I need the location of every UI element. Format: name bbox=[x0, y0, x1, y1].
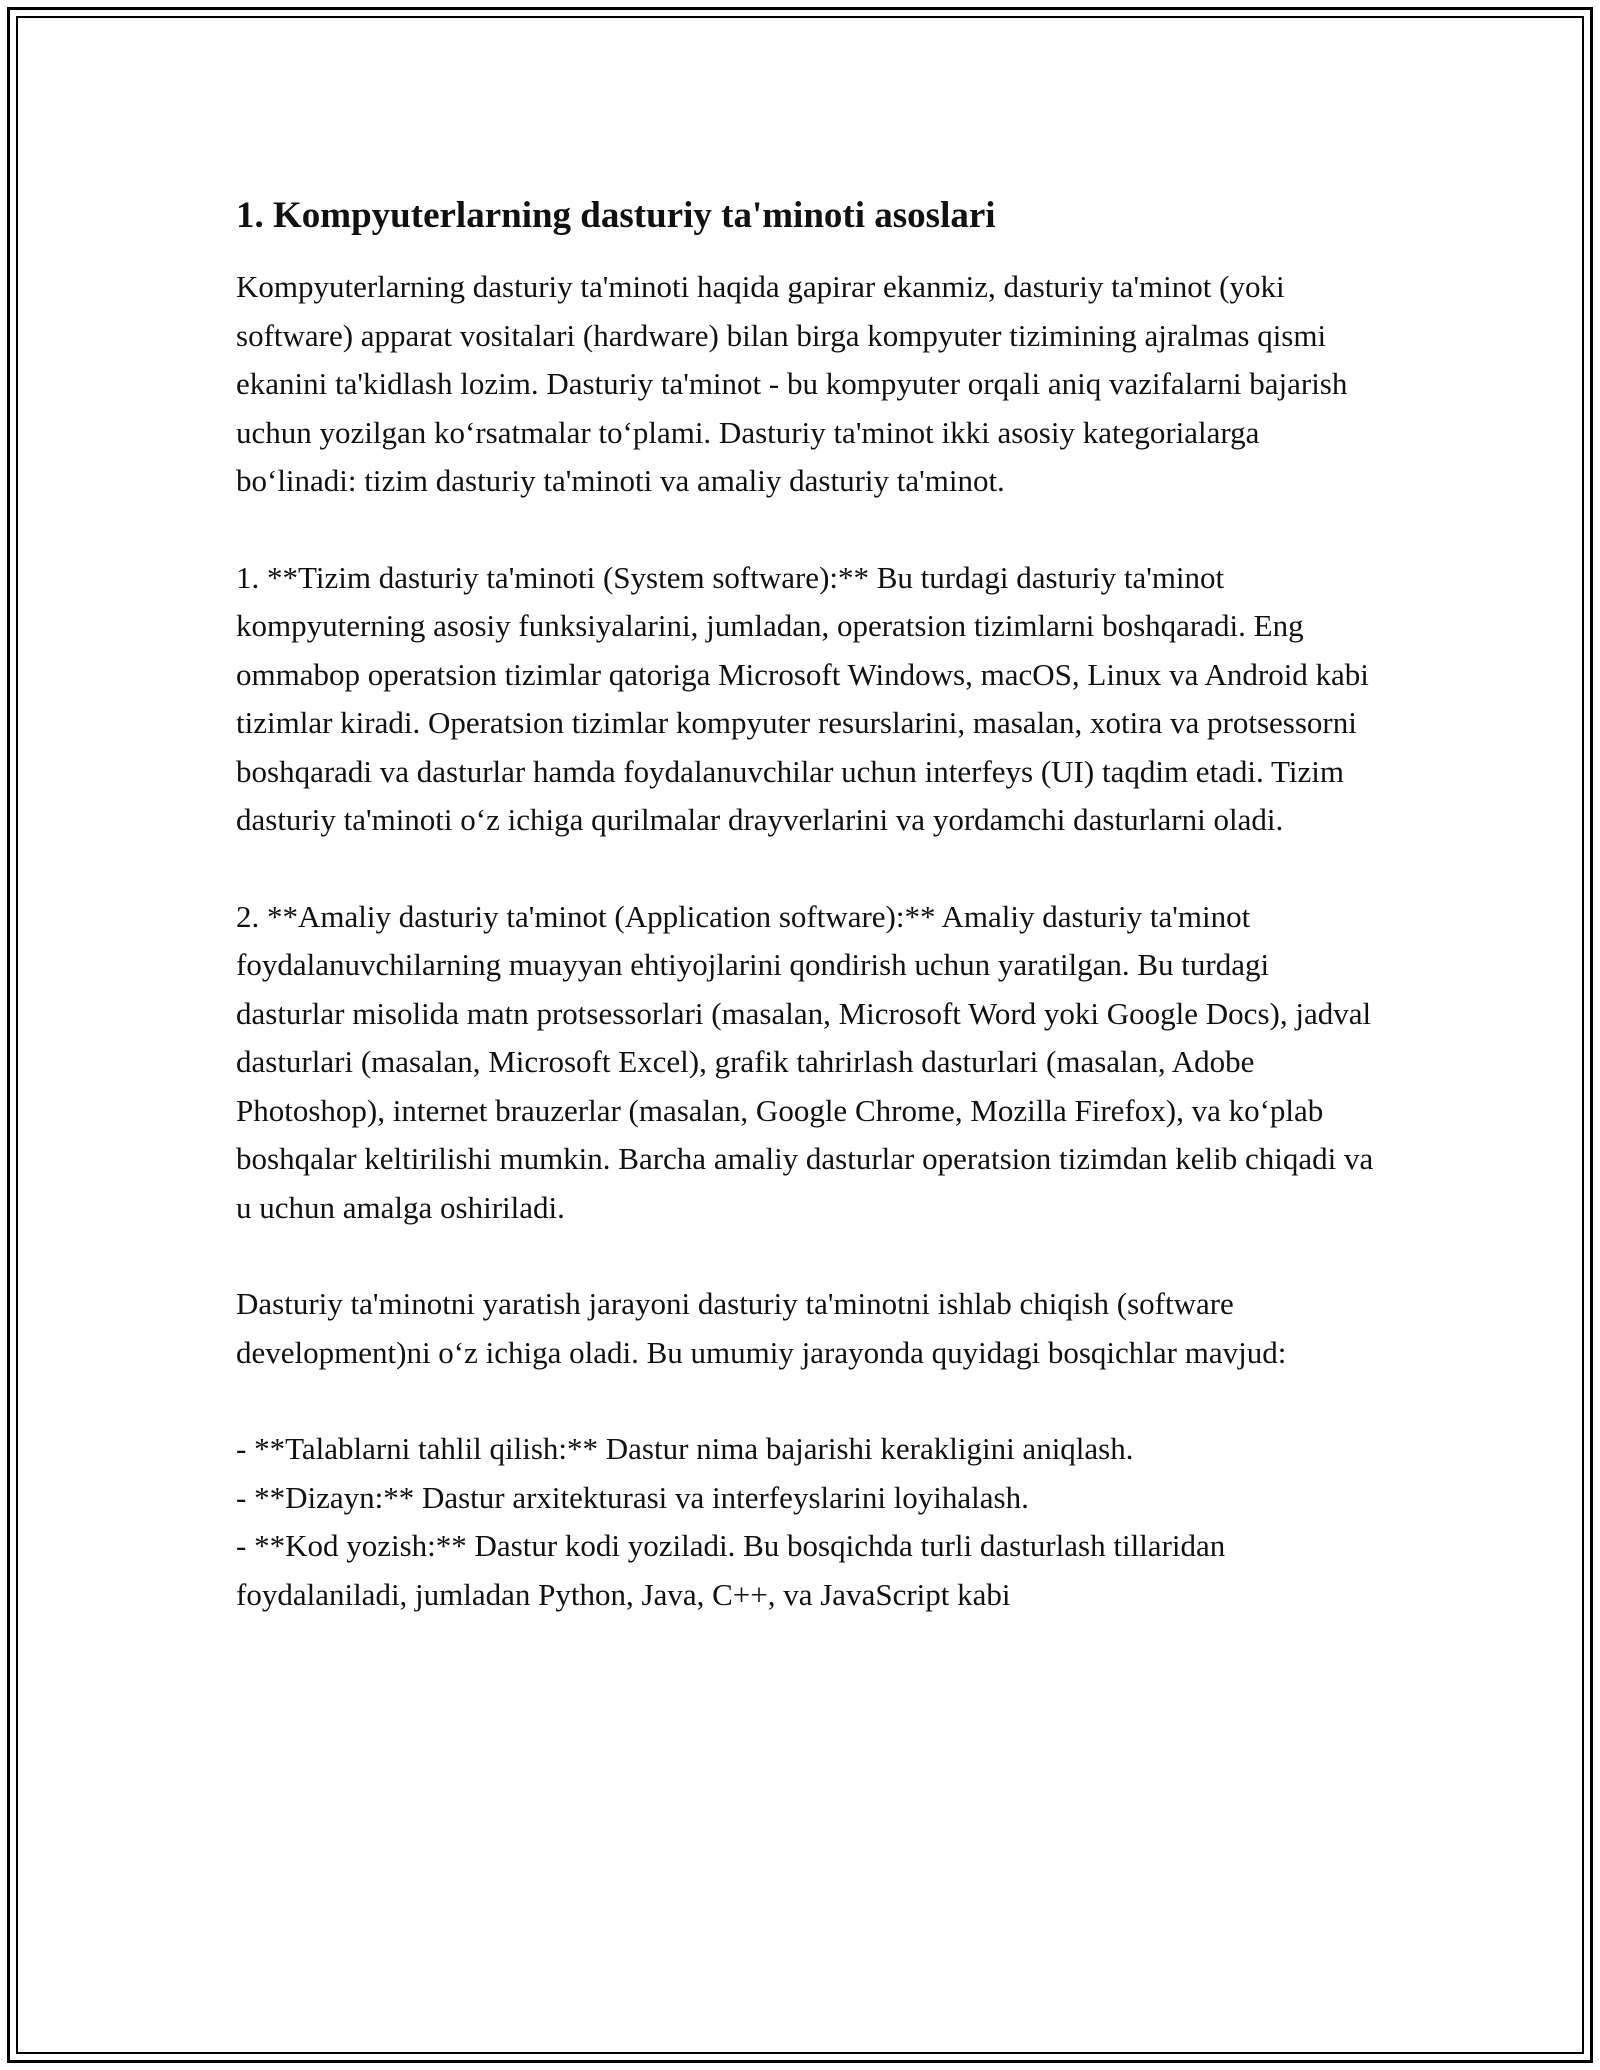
list-item-requirements: - **Talablarni tahlil qilish:** Dastur nima bajarishi kerakligini aniqlash. bbox=[236, 1431, 1134, 1466]
list-item-design: - **Dizayn:** Dastur arxitekturasi va interfeyslarini loyihalash. bbox=[236, 1479, 1029, 1515]
list-item-coding: - **Kod yozish:** Dastur kodi yoziladi. Bu bosqichda turli dasturlash tillaridan foydalaniladi, jumladan Python, Java, C++, va JavaScript kabi bbox=[236, 1528, 1226, 1612]
document-title: 1. Kompyuterlarning dasturiy ta'minoti asoslari bbox=[236, 195, 996, 236]
development-process-paragraph: Dasturiy ta'minotni yaratish jarayoni dasturiy ta'minotni ishlab chiqish (software development)ni oʻz ichiga oladi. Bu umumiy jarayonda quyidagi bosqichlar mavjud: bbox=[236, 1286, 1287, 1370]
development-steps-list bbox=[236, 1425, 1376, 1619]
application-software-paragraph: 2. **Amaliy dasturiy ta'minot (Application software):** Amaliy dasturiy ta'minot foydalanuvchilarning muayyan ehtiyojlarini qondirish uchun yaratilgan. Bu turdagi dasturlar misolida matn protsessorlari (masalan, Microsoft Word yoki Google Docs), jadval dasturlari (masalan, Microsoft Excel), grafik tahrirlash dasturlari (masalan, Adobe Photoshop), internet brauzerlar (masalan, Google Chrome, Mozilla Firefox), va koʻplab boshqalar keltirilishi mumkin. Barcha amaliy dasturlar operatsion tizimdan kelib chiqadi va u uchun amalga oshiriladi. bbox=[236, 898, 1374, 1225]
document-body bbox=[236, 185, 1376, 1619]
system-software-paragraph: 1. **Tizim dasturiy ta'minoti (System software):** Bu turdagi dasturiy ta'minot kompyuterning asosiy funksiyalarini, jumladan, operatsion tizimlarni boshqaradi. Eng ommabop operatsion tizimlar qatoriga Microsoft Windows, macOS, Linux va Android kabi tizimlar kiradi. Operatsion tizimlar kompyuter resurslarini, masalan, xotira va protsessorni boshqaradi va dasturlar hamda foydalanuvchilar uchun interfeys (UI) taqdim etadi. Tizim dasturiy ta'minoti oʻz ichiga qurilmalar drayverlarini va yordamchi dasturlarni oladi. bbox=[236, 559, 1369, 837]
intro-paragraph: Kompyuterlarning dasturiy ta'minoti haqida gapirar ekanmiz, dasturiy ta'minot (yoki software) apparat vositalari (hardware) bilan birga kompyuter tizimining ajralmas qismi ekanini ta'kidlash lozim. Dasturiy ta'minot - bu kompyuter orqali aniq vazifalarni bajarish uchun yozilgan koʻrsatmalar toʻplami. Dasturiy ta'minot ikki asosiy kategorialarga boʻlinadi: tizim dasturiy ta'minoti va amaliy dasturiy ta'minot. bbox=[236, 269, 1348, 498]
